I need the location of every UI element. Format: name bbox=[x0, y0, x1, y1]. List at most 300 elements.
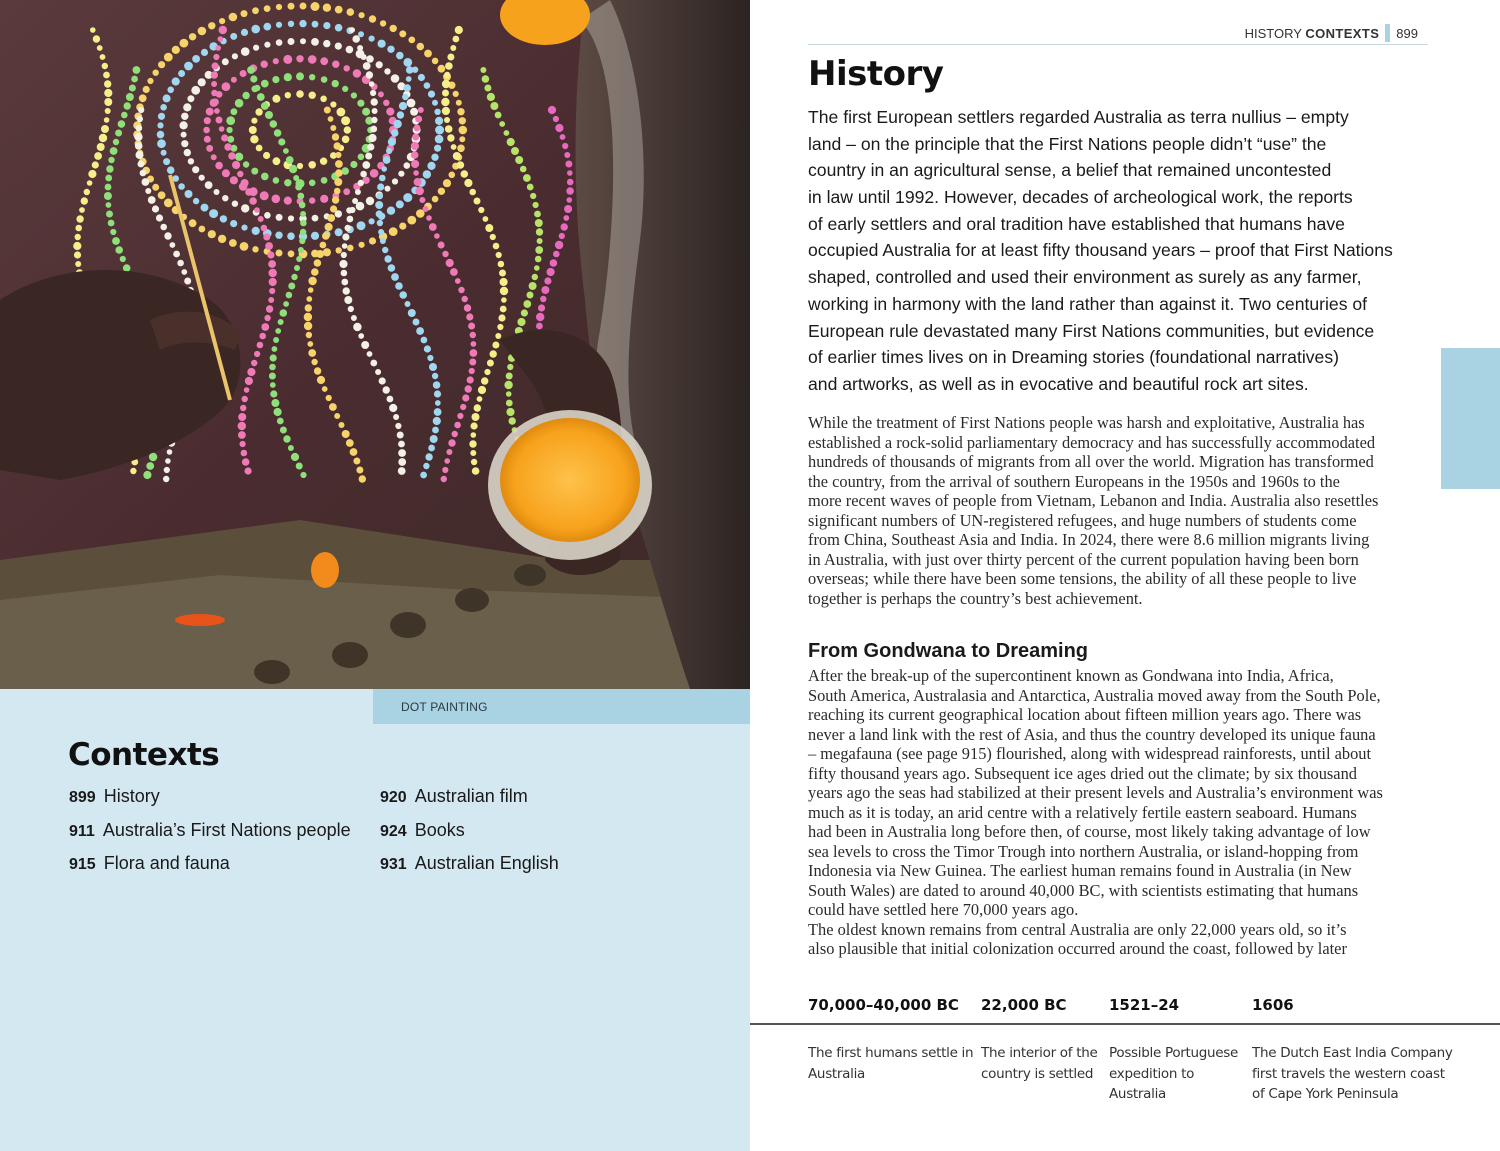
paint-dot bbox=[434, 109, 440, 115]
paint-dot bbox=[399, 223, 406, 230]
text-line: of early settlers and oral tradition have established that humans have bbox=[808, 213, 1345, 234]
paint-dot bbox=[312, 215, 319, 222]
paint-dot bbox=[477, 396, 483, 402]
toc-item[interactable] bbox=[69, 820, 351, 854]
paint-dot bbox=[191, 86, 200, 95]
paint-dot bbox=[75, 261, 81, 267]
paint-dot bbox=[327, 214, 335, 222]
paint-dot bbox=[337, 108, 346, 117]
paint-dot bbox=[464, 304, 471, 311]
paint-dot bbox=[275, 328, 281, 334]
paint-dot bbox=[104, 80, 111, 87]
paint-dot bbox=[283, 55, 292, 64]
paint-dot bbox=[272, 95, 280, 103]
paint-dot bbox=[145, 188, 151, 194]
paint-dot bbox=[317, 376, 325, 384]
paint-dot bbox=[226, 116, 235, 125]
paint-dot bbox=[425, 453, 432, 460]
paint-dot bbox=[501, 297, 507, 303]
paint-dot bbox=[393, 414, 399, 420]
paint-dot bbox=[537, 238, 543, 244]
text-line: much as it is today, an arid centre with a relatively fertile eastern seaboard. Humans bbox=[808, 802, 1357, 822]
timeline-description-line: Australia bbox=[1109, 1086, 1167, 1102]
paint-dot bbox=[100, 54, 106, 60]
paint-dot bbox=[563, 215, 569, 221]
paint-dot bbox=[241, 29, 248, 36]
paint-dot bbox=[335, 6, 343, 14]
paint-dot bbox=[278, 138, 285, 145]
paint-dot bbox=[382, 247, 388, 253]
paint-dot bbox=[385, 186, 391, 192]
paint-dot bbox=[308, 287, 314, 293]
toc-item[interactable] bbox=[380, 853, 559, 887]
paint-dot bbox=[275, 232, 282, 239]
timeline-description-line: of Cape York Peninsula bbox=[1252, 1086, 1399, 1102]
paint-dot bbox=[353, 458, 360, 465]
paint-dot bbox=[332, 60, 339, 67]
text-line: Indonesia via New Guinea. The earliest human remains found in Australia (in New bbox=[808, 861, 1352, 880]
running-head-section: HISTORY bbox=[1244, 26, 1302, 41]
paint-dot bbox=[164, 53, 173, 62]
paint-dot bbox=[216, 117, 223, 124]
timeline-date: 1521–24 bbox=[1109, 996, 1180, 1014]
paint-dot bbox=[206, 145, 213, 152]
text-line: overseas; while there have been some tensions, the ability of all these people to live bbox=[808, 569, 1357, 588]
toc-page-number: 931 bbox=[380, 856, 407, 873]
paint-dot bbox=[161, 150, 167, 156]
paint-dot bbox=[445, 62, 453, 70]
text-line: could have settled here 70,000 years ago. bbox=[808, 900, 1079, 919]
text-line: fifty thousand years ago. Subsequent ice ages dried out the climate; by six thousand bbox=[808, 763, 1357, 783]
paint-dot bbox=[220, 215, 227, 222]
paint-dot bbox=[308, 55, 317, 64]
paint-dot bbox=[509, 417, 516, 424]
paint-dot bbox=[160, 224, 167, 231]
paint-dot bbox=[222, 195, 228, 201]
paint-dot bbox=[309, 197, 315, 203]
paint-dot bbox=[251, 118, 257, 124]
paint-dot bbox=[407, 99, 416, 108]
paint-dot bbox=[332, 196, 339, 203]
paint-dot bbox=[559, 233, 565, 239]
paint-dot bbox=[312, 21, 319, 28]
paint-dot bbox=[398, 171, 404, 177]
paint-dot bbox=[288, 445, 294, 451]
paint-dot bbox=[403, 84, 411, 92]
paint-dot bbox=[344, 296, 352, 304]
paint-dot bbox=[140, 170, 147, 177]
paint-dot bbox=[466, 313, 473, 320]
paint-dot bbox=[487, 93, 495, 101]
paint-dot bbox=[212, 62, 219, 69]
paint-dot bbox=[455, 26, 463, 34]
paint-dot bbox=[527, 292, 534, 299]
paint-dot bbox=[123, 264, 131, 272]
paint-dot bbox=[442, 107, 450, 115]
paint-dot bbox=[187, 95, 194, 102]
paint-dot bbox=[371, 117, 377, 123]
paint-dot bbox=[273, 58, 279, 64]
paint-dot bbox=[534, 211, 541, 218]
paint-dot bbox=[429, 223, 437, 231]
paint-dot bbox=[320, 195, 328, 203]
paint-dot bbox=[311, 359, 317, 365]
paint-dot bbox=[189, 219, 197, 227]
paint-dot bbox=[459, 126, 468, 135]
paint-dot bbox=[421, 337, 428, 344]
paint-dot bbox=[157, 122, 163, 128]
paint-dot bbox=[321, 76, 328, 83]
text-line: South Wales) are dated to around 40,000 BC, with scientists estimating that humans bbox=[808, 880, 1359, 900]
paint-dot bbox=[167, 449, 173, 455]
paint-dot bbox=[136, 125, 143, 132]
paint-dot bbox=[376, 210, 383, 217]
paint-dot bbox=[280, 309, 288, 317]
paint-dot bbox=[198, 27, 207, 36]
paint-dot bbox=[110, 229, 116, 235]
paint-dot bbox=[209, 209, 218, 218]
paint-dot bbox=[365, 153, 372, 160]
paint-dot bbox=[254, 207, 260, 213]
paint-dot bbox=[143, 86, 150, 93]
paint-dot bbox=[183, 103, 191, 111]
paint-dot bbox=[408, 37, 415, 44]
toc-item[interactable] bbox=[69, 853, 351, 887]
paint-dot bbox=[284, 179, 291, 186]
paint-dot bbox=[448, 439, 455, 446]
paint-dot bbox=[241, 179, 249, 187]
paint-dot bbox=[308, 349, 316, 357]
paint-dot bbox=[283, 148, 289, 154]
paint-dot bbox=[311, 268, 319, 276]
paint-dot bbox=[118, 120, 126, 128]
paint-dot bbox=[423, 463, 429, 469]
timeline-date: 70,000–40,000 BC bbox=[808, 996, 959, 1014]
paint-dot bbox=[507, 138, 515, 146]
paint-dot bbox=[320, 242, 327, 249]
paint-dot bbox=[305, 304, 312, 311]
paint-dot bbox=[314, 367, 321, 374]
text-line: years ago the seas had stabilized at their present levels and Australia’s environment was bbox=[808, 783, 1383, 802]
paint-dot bbox=[121, 112, 128, 119]
paint-dot bbox=[434, 145, 441, 152]
paint-dot bbox=[244, 387, 250, 393]
paint-dot bbox=[300, 220, 307, 227]
paint-dot bbox=[411, 160, 419, 168]
paint-dot bbox=[359, 12, 365, 18]
paint-dot bbox=[238, 413, 246, 421]
paint-dot bbox=[227, 136, 234, 143]
paint-dot bbox=[523, 174, 531, 182]
paint-dot bbox=[330, 101, 336, 107]
text-line: of earlier times lives on in Dreaming stories (foundational narratives) bbox=[808, 347, 1339, 368]
paint-dot bbox=[341, 270, 348, 277]
paint-dot bbox=[198, 78, 206, 86]
paint-dot bbox=[300, 38, 306, 44]
paint-dot bbox=[181, 132, 187, 138]
paint-dot bbox=[444, 72, 450, 78]
toc-column-2 bbox=[380, 786, 559, 887]
text-line: and artworks, as well as in evocative and beautiful rock art sites. bbox=[808, 373, 1309, 394]
paint-dot bbox=[343, 287, 350, 294]
paint-dot bbox=[376, 61, 383, 68]
paint-dot bbox=[264, 42, 270, 48]
paint-dot bbox=[291, 453, 299, 461]
page-number: 899 bbox=[1396, 26, 1418, 41]
paint-dot bbox=[360, 171, 367, 178]
paint-dot bbox=[309, 74, 315, 80]
paint-dot bbox=[247, 66, 255, 74]
paint-dot bbox=[288, 250, 295, 257]
paint-dot bbox=[276, 250, 283, 257]
paint-dot bbox=[222, 82, 231, 91]
paint-dot bbox=[434, 408, 442, 416]
paint-dot bbox=[426, 215, 432, 221]
paint-dot bbox=[160, 104, 167, 111]
paint-dot bbox=[459, 117, 466, 124]
chapter-thumb-tab bbox=[1441, 348, 1500, 489]
paint-dot bbox=[251, 168, 258, 175]
paint-dot bbox=[322, 232, 330, 240]
paint-dot bbox=[478, 207, 484, 213]
timeline-entry bbox=[1252, 996, 1453, 1105]
paint-dot bbox=[457, 413, 463, 419]
paint-dot bbox=[300, 211, 306, 217]
paint-dot bbox=[219, 126, 225, 132]
timeline-description-line: first travels the western coast bbox=[1252, 1065, 1445, 1082]
paint-dot bbox=[245, 467, 252, 474]
paint-dot bbox=[447, 54, 454, 61]
paint-dot bbox=[224, 143, 232, 151]
paint-dot bbox=[506, 400, 513, 407]
paint-dot bbox=[411, 151, 419, 159]
paint-dot bbox=[433, 381, 441, 389]
paint-dot bbox=[536, 313, 544, 321]
paint-dot bbox=[323, 40, 330, 47]
toc-item[interactable] bbox=[69, 786, 351, 820]
paint-dot bbox=[393, 120, 401, 128]
paint-dot bbox=[432, 100, 438, 106]
paint-dot bbox=[493, 243, 500, 250]
paint-dot bbox=[90, 27, 96, 33]
paint-dot bbox=[273, 157, 281, 165]
paint-dot bbox=[201, 49, 208, 56]
paint-dot bbox=[322, 386, 328, 392]
paint-dot bbox=[561, 223, 568, 230]
paint-dot bbox=[152, 184, 159, 191]
paint-dot bbox=[370, 126, 377, 133]
paint-dot bbox=[334, 142, 341, 149]
paint-dot bbox=[457, 108, 464, 115]
contexts-title: Contexts bbox=[68, 737, 220, 773]
paint-dot bbox=[506, 408, 514, 416]
paint-dot bbox=[307, 341, 313, 347]
paint-dot bbox=[251, 25, 260, 34]
paint-dot bbox=[214, 189, 220, 195]
paint-dot bbox=[259, 333, 266, 340]
paint-dot bbox=[269, 364, 276, 371]
timeline-description bbox=[1109, 1043, 1238, 1105]
paint-dot bbox=[370, 90, 376, 96]
paint-dot bbox=[347, 245, 354, 252]
paint-dot bbox=[350, 161, 357, 168]
paint-dot bbox=[499, 270, 506, 277]
paint-dot bbox=[378, 40, 386, 48]
timeline-description bbox=[1252, 1043, 1453, 1105]
text-line: established a rock-solid parliamentary democracy and has successfully accommodated bbox=[808, 432, 1376, 452]
paint-dot bbox=[372, 108, 378, 114]
paint-dot bbox=[231, 108, 238, 115]
paint-dot bbox=[181, 269, 187, 275]
paint-dot bbox=[320, 57, 328, 65]
paint-dot bbox=[398, 449, 406, 457]
paint-dot bbox=[309, 92, 316, 99]
paint-dot bbox=[484, 369, 490, 375]
paint-dot bbox=[115, 130, 122, 137]
paint-dot bbox=[192, 55, 200, 63]
paint-dot bbox=[136, 151, 144, 159]
paint-dot bbox=[280, 427, 287, 434]
paint-dot bbox=[397, 432, 404, 439]
paint-dot bbox=[219, 18, 225, 24]
paint-dot bbox=[478, 386, 486, 394]
timeline-description-line: country is settled bbox=[981, 1065, 1094, 1082]
paint-dot bbox=[341, 116, 350, 125]
paint-dot bbox=[277, 418, 284, 425]
paint-dot bbox=[92, 161, 99, 168]
toc-item[interactable] bbox=[380, 820, 559, 854]
paint-dot bbox=[349, 27, 355, 33]
paint-dot bbox=[391, 273, 399, 281]
paint-dot bbox=[309, 180, 316, 187]
paint-dot bbox=[379, 175, 386, 182]
paint-dot bbox=[435, 135, 444, 144]
paint-dot bbox=[306, 296, 312, 302]
paint-dot bbox=[251, 360, 257, 366]
paint-dot bbox=[252, 7, 259, 14]
paint-dot bbox=[269, 278, 277, 286]
paint-dot bbox=[267, 251, 274, 258]
paint-dot bbox=[375, 369, 381, 375]
paint-dot bbox=[260, 191, 269, 200]
paint-dot bbox=[474, 404, 481, 411]
paint-dot bbox=[232, 161, 240, 169]
paint-dot bbox=[272, 346, 278, 352]
paint-dot bbox=[347, 8, 355, 16]
paint-dot bbox=[560, 134, 566, 140]
paint-dot bbox=[500, 278, 508, 286]
paint-dot bbox=[88, 170, 96, 178]
paint-dot bbox=[172, 46, 180, 54]
paint-dot bbox=[445, 125, 453, 133]
paint-dot bbox=[507, 364, 513, 370]
paint-dot bbox=[450, 45, 456, 51]
paint-dot bbox=[431, 154, 438, 161]
paint-dot bbox=[343, 188, 350, 195]
paint-dot bbox=[567, 179, 574, 186]
paint-dot bbox=[222, 58, 229, 65]
paint-dot bbox=[521, 309, 528, 316]
paint-dot bbox=[461, 170, 469, 178]
paint-dot bbox=[269, 373, 276, 380]
paint-dot bbox=[435, 400, 441, 406]
paint-dot bbox=[269, 269, 277, 277]
paint-dot bbox=[498, 314, 505, 321]
paint-dot bbox=[415, 116, 422, 123]
paint-dot bbox=[351, 315, 357, 321]
paint-dot bbox=[504, 381, 512, 389]
paint-dot bbox=[199, 175, 205, 181]
paint-dot bbox=[296, 256, 302, 262]
paint-dot bbox=[381, 166, 387, 172]
paint-dot bbox=[471, 432, 477, 438]
paint-dot bbox=[403, 193, 412, 202]
paint-dot bbox=[93, 35, 100, 42]
paint-dot bbox=[295, 184, 302, 191]
paint-dot bbox=[326, 395, 332, 401]
paint-dot bbox=[451, 144, 457, 150]
paint-dot bbox=[419, 197, 425, 203]
paint-dot bbox=[323, 248, 331, 256]
paint-dot bbox=[181, 113, 188, 120]
paint-dot bbox=[241, 450, 248, 457]
paint-dot bbox=[366, 55, 374, 63]
paint-dot bbox=[453, 36, 460, 43]
paint-dot bbox=[408, 309, 416, 317]
paint-dot bbox=[416, 327, 424, 335]
paint-dot bbox=[481, 377, 488, 384]
paint-dot bbox=[271, 399, 279, 407]
paint-dot bbox=[335, 228, 343, 236]
paint-dot bbox=[375, 201, 383, 209]
paint-dot bbox=[368, 134, 376, 142]
timeline-description-line: Australia bbox=[808, 1065, 866, 1082]
page-title: History bbox=[808, 54, 944, 94]
paint-dot bbox=[330, 125, 336, 131]
paint-dot bbox=[383, 156, 391, 164]
paint-dot bbox=[384, 255, 391, 262]
paint-dot bbox=[221, 134, 228, 141]
paint-dot bbox=[199, 226, 206, 233]
paint-dot bbox=[533, 202, 539, 208]
paint-dot bbox=[269, 288, 275, 294]
text-line: together is perhaps the country’s best achievement. bbox=[808, 588, 1143, 608]
paint-dot bbox=[407, 216, 416, 225]
paint-dot bbox=[414, 125, 421, 132]
paint-dot bbox=[184, 149, 191, 156]
timeline-entry bbox=[808, 996, 973, 1084]
toc-item[interactable] bbox=[380, 786, 559, 820]
paint-dot bbox=[204, 136, 211, 143]
photo-caption-bar bbox=[373, 689, 750, 724]
paint-dot bbox=[430, 435, 438, 443]
paint-dot bbox=[297, 163, 303, 169]
paint-dot bbox=[387, 207, 395, 215]
paint-dot bbox=[296, 463, 303, 470]
paint-dot bbox=[304, 322, 312, 330]
paint-dot bbox=[254, 351, 260, 357]
paint-dot bbox=[391, 129, 398, 136]
paint-dot bbox=[536, 228, 543, 235]
paint-dot bbox=[535, 219, 543, 227]
paint-dot bbox=[335, 169, 343, 177]
body-paragraph-1 bbox=[808, 413, 1438, 608]
paint-dot bbox=[339, 260, 347, 268]
paint-dot bbox=[413, 170, 419, 176]
paint-dot bbox=[418, 107, 424, 113]
paint-dot bbox=[257, 93, 265, 101]
paint-dot bbox=[79, 207, 85, 213]
